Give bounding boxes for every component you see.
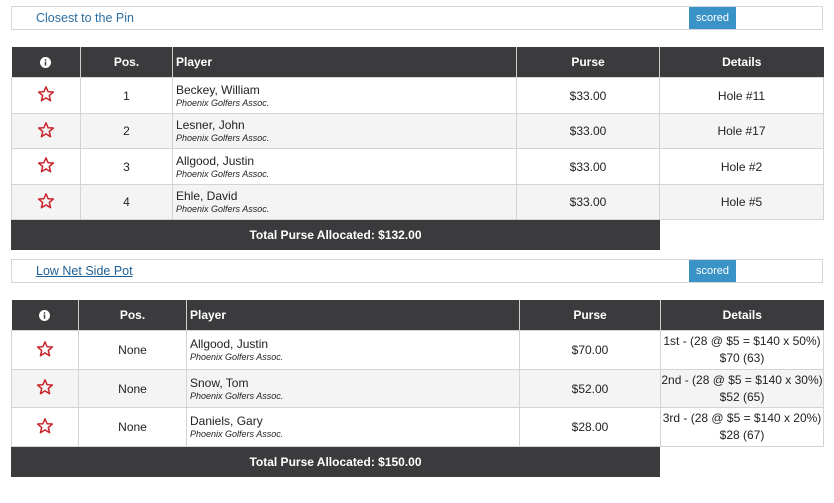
purse-header: Purse bbox=[517, 47, 660, 78]
purse-cell: $33.00 bbox=[517, 78, 660, 114]
section-title-closest-to-pin[interactable]: Closest to the Pin bbox=[36, 11, 134, 25]
section-title-low-net-side-pot[interactable]: Low Net Side Pot bbox=[36, 264, 133, 278]
details-cell: Hole #11 bbox=[660, 78, 824, 114]
player-association: Phoenix Golfers Assoc. bbox=[176, 97, 270, 108]
table-row bbox=[12, 370, 824, 408]
section-header-closest-to-pin bbox=[11, 6, 823, 30]
player-cell bbox=[187, 331, 520, 370]
details-cell bbox=[661, 408, 824, 447]
player-name: Beckey, William bbox=[176, 82, 260, 97]
player-association: Phoenix Golfers Assoc. bbox=[190, 352, 284, 362]
player-association: Phoenix Golfers Assoc. bbox=[190, 390, 284, 401]
results-table-low-net-side-pot bbox=[11, 300, 824, 447]
table-header-row bbox=[12, 300, 824, 331]
player-name: Snow, Tom bbox=[190, 375, 249, 390]
details-line: 2nd - (28 @ $5 = $140 x 30%) bbox=[661, 372, 823, 387]
pos-cell: None bbox=[79, 370, 187, 408]
favorite-cell bbox=[12, 78, 81, 114]
table-row bbox=[12, 149, 824, 185]
pos-cell: None bbox=[79, 408, 187, 447]
favorite-cell bbox=[12, 408, 79, 447]
purse-cell: $33.00 bbox=[517, 185, 660, 220]
results-table-closest-to-pin bbox=[11, 47, 824, 220]
player-association: Phoenix Golfers Assoc. bbox=[176, 133, 270, 143]
player-header: Player bbox=[187, 300, 520, 331]
star-outline-icon[interactable] bbox=[37, 85, 55, 103]
info-circle-icon bbox=[40, 57, 51, 68]
player-name: Lesner, John bbox=[176, 118, 245, 132]
section-header-low-net-side-pot bbox=[11, 259, 823, 283]
player-association: Phoenix Golfers Assoc. bbox=[176, 204, 270, 214]
player-cell bbox=[173, 114, 517, 149]
player-cell bbox=[173, 185, 517, 220]
info-header bbox=[12, 300, 79, 331]
details-header: Details bbox=[661, 300, 824, 331]
info-header bbox=[12, 47, 81, 78]
player-association: Phoenix Golfers Assoc. bbox=[176, 168, 270, 179]
purse-cell: $33.00 bbox=[517, 149, 660, 185]
status-badge: scored bbox=[689, 7, 736, 29]
star-outline-icon[interactable] bbox=[36, 417, 54, 435]
pos-header: Pos. bbox=[79, 300, 187, 331]
pos-cell: 1 bbox=[81, 78, 173, 114]
details-cell: Hole #2 bbox=[660, 149, 824, 185]
details-line: 3rd - (28 @ $5 = $140 x 20%) bbox=[662, 411, 822, 425]
total-purse-bar: Total Purse Allocated: $150.00 bbox=[11, 447, 660, 477]
star-outline-icon[interactable] bbox=[36, 378, 54, 396]
star-outline-icon[interactable] bbox=[37, 121, 55, 139]
favorite-cell bbox=[12, 149, 81, 185]
table-header-row bbox=[12, 47, 824, 78]
player-header: Player bbox=[173, 47, 517, 78]
details-cell: Hole #5 bbox=[660, 185, 824, 220]
pos-cell: 3 bbox=[81, 149, 173, 185]
info-circle-icon bbox=[39, 310, 50, 321]
star-outline-icon[interactable] bbox=[37, 192, 55, 210]
favorite-cell bbox=[12, 331, 79, 370]
pos-header: Pos. bbox=[81, 47, 173, 78]
player-name: Daniels, Gary bbox=[190, 414, 263, 428]
table-row bbox=[12, 408, 824, 447]
pos-cell: 2 bbox=[81, 114, 173, 149]
purse-cell: $33.00 bbox=[517, 114, 660, 149]
player-name: Allgood, Justin bbox=[190, 337, 269, 351]
player-name: Allgood, Justin bbox=[176, 153, 255, 168]
player-cell bbox=[187, 408, 520, 447]
favorite-cell bbox=[12, 370, 79, 408]
details-line: $52 (65) bbox=[719, 389, 765, 404]
favorite-cell bbox=[12, 114, 81, 149]
star-outline-icon[interactable] bbox=[37, 156, 55, 174]
player-name: Ehle, David bbox=[176, 189, 238, 203]
player-association: Phoenix Golfers Assoc. bbox=[190, 429, 284, 439]
star-outline-icon[interactable] bbox=[36, 340, 54, 358]
details-cell bbox=[661, 331, 824, 370]
status-badge: scored bbox=[689, 260, 736, 282]
favorite-cell bbox=[12, 185, 81, 220]
details-line: $28 (67) bbox=[719, 428, 765, 442]
table-row bbox=[12, 185, 824, 220]
table-row bbox=[12, 331, 824, 370]
purse-cell: $28.00 bbox=[520, 408, 661, 447]
details-cell: Hole #17 bbox=[660, 114, 824, 149]
table-row bbox=[12, 114, 824, 149]
player-cell bbox=[173, 78, 517, 114]
details-cell bbox=[661, 370, 824, 408]
purse-cell: $70.00 bbox=[520, 331, 661, 370]
player-cell bbox=[187, 370, 520, 408]
details-line: 1st - (28 @ $5 = $140 x 50%) bbox=[663, 334, 821, 348]
table-row bbox=[12, 78, 824, 114]
purse-header: Purse bbox=[520, 300, 661, 331]
details-header: Details bbox=[660, 47, 824, 78]
purse-cell: $52.00 bbox=[520, 370, 661, 408]
player-cell bbox=[173, 149, 517, 185]
pos-cell: None bbox=[79, 331, 187, 370]
details-line: $70 (63) bbox=[719, 351, 765, 365]
pos-cell: 4 bbox=[81, 185, 173, 220]
total-purse-bar: Total Purse Allocated: $132.00 bbox=[11, 220, 660, 250]
